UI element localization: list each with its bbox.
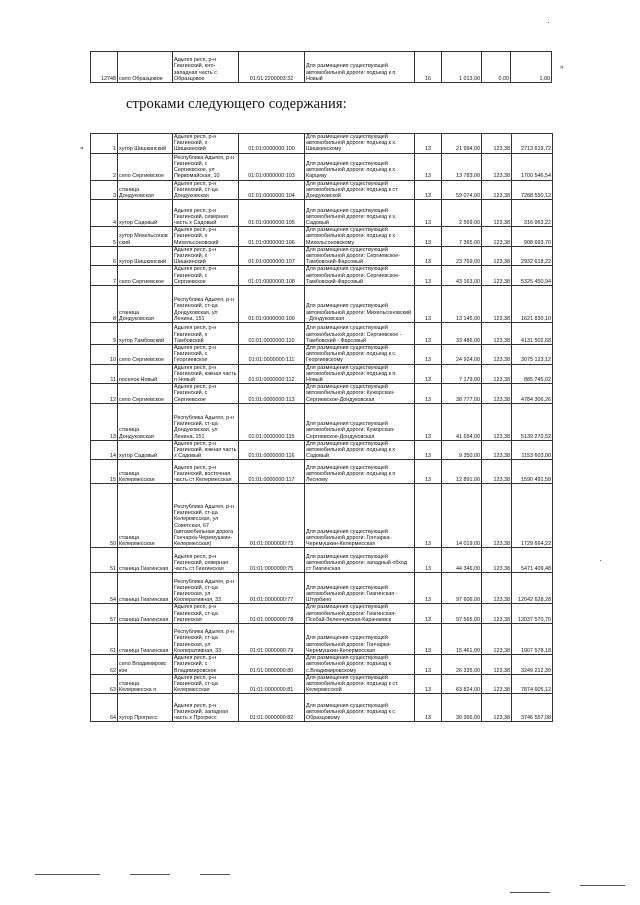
cell-rate: 123,38 xyxy=(482,403,512,440)
cell-cadastral-number: 01:01:0000000:106 xyxy=(239,227,305,247)
cell-settlement: хутор Тамбовский xyxy=(118,323,173,345)
cell-rate: 123,38 xyxy=(482,246,512,266)
cell-value: 12042 628,28 xyxy=(512,573,553,604)
cell-category: 13 xyxy=(415,384,442,404)
cell-address: Адыгея респ, р-н Гиагинский, х Шишкинский xyxy=(173,134,239,154)
cell-area: 12 891,00 xyxy=(442,460,482,484)
cell-settlement: станица Келермесская xyxy=(118,484,173,548)
cell-rate: 123,38 xyxy=(482,440,512,460)
table-row xyxy=(91,323,553,345)
table-row xyxy=(91,460,553,484)
cell-rate: 123,38 xyxy=(482,227,512,247)
cell-category: 13 xyxy=(415,655,442,675)
cell-category: 13 xyxy=(415,153,442,180)
cell-value: 316 963,22 xyxy=(512,200,553,227)
cell-category: 13 xyxy=(415,573,442,604)
cell-cadastral-number: 01:01:0000000:111 xyxy=(239,345,305,365)
cell-value: 7288 550,12 xyxy=(512,180,553,200)
cell-value: 1621 830,10 xyxy=(512,286,553,323)
cell-cadastral-number: 01:01:0000000:107 xyxy=(239,246,305,266)
cell-cadastral-number: 01:01:0000000:109 xyxy=(239,286,305,323)
cell-value: 1729 664,22 xyxy=(512,484,553,548)
cell-number: 12748 xyxy=(91,52,118,83)
cell-purpose: Для размещения существующей автомобильной дороги: подъезд к п. Новый xyxy=(305,364,415,384)
cell-settlement: село Образцовое xyxy=(118,52,173,83)
cell-rate: 123,38 xyxy=(482,200,512,227)
table-row xyxy=(91,624,553,655)
table-row xyxy=(91,440,553,460)
table-row xyxy=(91,604,553,624)
cell-area: 15 461,00 xyxy=(442,624,482,655)
cell-number: 7 xyxy=(91,266,118,286)
cell-cadastral-number: 01:01:0000000:110 xyxy=(239,323,305,345)
cell-purpose: Для размещения существующей автомобильной дороги: Кужорская-Сергиевское-Дондуковская xyxy=(305,384,415,404)
table-row xyxy=(91,266,553,286)
cell-rate: 123,38 xyxy=(482,286,512,323)
cell-number: 8 xyxy=(91,286,118,323)
cell-purpose: Для размещения существующей автомобильной дороги: Гончарка-Черемушкин-Келермесская xyxy=(305,484,415,548)
cell-area: 33 486,00 xyxy=(442,323,482,345)
cell-address: Адыгея респ, р-н Гиагинский, х Шишкинский xyxy=(173,246,239,266)
cell-purpose: Для размещения существующей автомобильной дороги: западный обход ст Гиагинская xyxy=(305,548,415,573)
cell-value: 1907 578,18 xyxy=(512,624,553,655)
cell-value: 1153 603,00 xyxy=(512,440,553,460)
cell-purpose: Для размещения существующей автомобильной дороги: Гиагинская - Штурбино xyxy=(305,573,415,604)
cell-settlement: хутор Садовый xyxy=(118,200,173,227)
land-plots-table xyxy=(90,133,553,722)
cell-address: Адыгея респ, р-н Гиагинский, восточная часть ст Келермесская xyxy=(173,460,239,484)
cell-area: 63 824,00 xyxy=(442,674,482,694)
cell-category: 16 xyxy=(415,52,442,83)
cell-settlement: хутор Шишкинский xyxy=(118,246,173,266)
cell-purpose: Для размещения существующей автомобильной дороги: подъезд к х. Шишкинскому xyxy=(305,134,415,154)
cell-value: 3075 123,12 xyxy=(512,345,553,365)
cell-purpose: Для размещения существующей автомобильной дороги: подъезд к ст. Келермесской xyxy=(305,674,415,694)
cell-number: 6 xyxy=(91,246,118,266)
cell-settlement: станица Гиагинская xyxy=(118,604,173,624)
cell-area: 44 346,00 xyxy=(442,548,482,573)
table-row xyxy=(91,694,553,722)
cell-category: 13 xyxy=(415,674,442,694)
cell-purpose: Для размещения существующей автомобильной дороги: Гиагинская-Псебай-Зеленчукская-Карачаевск xyxy=(305,604,415,624)
cell-area: 14 019,00 xyxy=(442,484,482,548)
cell-cadastral-number: 01:01:0000000:81 xyxy=(239,674,305,694)
closing-quote-mark: » xyxy=(560,63,564,71)
cell-area: 97 606,00 xyxy=(442,573,482,604)
cell-area: 7 365,00 xyxy=(442,227,482,247)
table-row xyxy=(91,286,553,323)
cell-purpose: Для размещения существующей автомобильной дороги: Кужорская-Сергиевское-Дондуковская xyxy=(305,403,415,440)
table-row xyxy=(91,573,553,604)
cell-rate: 0,00 xyxy=(482,52,511,83)
cell-category: 13 xyxy=(415,624,442,655)
cell-address: Адыгея респ, р-н Гиагинский, х Михельсоновский xyxy=(173,227,239,247)
cell-category: 13 xyxy=(415,604,442,624)
cell-address: Республика Адыгея, р-н Гиагинский, с Сергиевское, ул Первомайская, 10 xyxy=(173,153,239,180)
cell-purpose: Для размещения существующей автомобильной дороги: подъезд к п Лесному xyxy=(305,460,415,484)
cell-number: 12 xyxy=(91,384,118,404)
cell-settlement: станица Гиагинская xyxy=(118,624,173,655)
table-row xyxy=(91,246,553,266)
cell-purpose: Для размещения существующей автомобильной дороги: подъезд к с.Владимировскому xyxy=(305,655,415,675)
cell-rate: 123,38 xyxy=(482,655,512,675)
cell-address: Адыгея респ, р-н Гиагинский, северная часть ст Гиагинская xyxy=(173,548,239,573)
cell-value: 3249 212,30 xyxy=(512,655,553,675)
cell-address: Республика Адыгея, р-н Гиагинский, ст-ца Дондуковская, ул Ленина, 151 xyxy=(173,403,239,440)
cell-address: Адыгея респ, р-н Гиагинский, северная часть х Садовый xyxy=(173,200,239,227)
cell-settlement: село Сергиевское xyxy=(118,345,173,365)
cell-cadastral-number: 01:01:0000000:100 xyxy=(239,134,305,154)
cell-rate: 123,38 xyxy=(482,674,512,694)
cell-purpose: Для размещения существующей автомобильной дороги: подъезд к х Садовый xyxy=(305,440,415,460)
cell-cadastral-number: 01:01:0000000:73 xyxy=(239,484,305,548)
cell-cadastral-number: 01:01:0000000:78 xyxy=(239,604,305,624)
cell-number: 13 xyxy=(91,403,118,440)
cell-address: Республика Адыгея, р-н Гиагинский, ст-ца Гиагинская, ул Кооперативная, 33 xyxy=(173,573,239,604)
cell-value: 5471 409,48 xyxy=(512,548,553,573)
cell-settlement: хутор Шишкинский xyxy=(118,134,173,154)
cell-area: 26 335,00 xyxy=(442,655,482,675)
cell-cadastral-number: 01:01:0000000:79 xyxy=(239,624,305,655)
cell-cadastral-number: 01:01:0000000:112 xyxy=(239,364,305,384)
cell-rate: 123,38 xyxy=(482,180,512,200)
cell-category: 13 xyxy=(415,548,442,573)
cell-rate: 123,38 xyxy=(482,364,512,384)
cell-number: 11 xyxy=(91,364,118,384)
cell-value: 1590 491,58 xyxy=(512,460,553,484)
cell-area: 7 179,00 xyxy=(442,364,482,384)
cell-number: 14 xyxy=(91,440,118,460)
cell-settlement: станица Дондуковская xyxy=(118,286,173,323)
cell-purpose: Для размещения существующей автомобильной дороги: Сергиевское-Тамбовский-Фарсовый xyxy=(305,246,415,266)
cell-address: Адыгея респ, р-н Гиагинский, западная часть х Прогресс xyxy=(173,694,239,722)
cell-address: Республика Адыгея, р-н Гиагинский, ст-ца Гиагинская, ул Кооперативная, 33 xyxy=(173,624,239,655)
cell-number: 5 xyxy=(91,227,118,247)
cell-area: 2 569,00 xyxy=(442,200,482,227)
cell-value: 1,00 xyxy=(511,52,552,83)
cell-area: 13 783,00 xyxy=(442,153,482,180)
cell-address: Республика Адыгея, р-н Гиагинский, ст-ца Келермесская, ул Советская, 67 (автомобильная дорога Гончарка-Черемушкин-Келермесская) xyxy=(173,484,239,548)
cell-value: 1700 546,54 xyxy=(512,153,553,180)
cell-address: Адыгея респ, р-н Гиагинский, с Сергиевское xyxy=(173,266,239,286)
cell-category: 13 xyxy=(415,460,442,484)
cell-address: Республика Адыгея, р-н Гиагинский, ст-ца Дондуковская, ул Ленина, 151 xyxy=(173,286,239,323)
cell-rate: 123,38 xyxy=(482,604,512,624)
cell-area: 97 565,00 xyxy=(442,604,482,624)
cell-category: 13 xyxy=(415,200,442,227)
cell-value: 4131 502,68 xyxy=(512,323,553,345)
cell-rate: 123,38 xyxy=(482,134,512,154)
table-row xyxy=(91,52,552,83)
cell-number: 64 xyxy=(91,694,118,722)
cell-category: 13 xyxy=(415,227,442,247)
cell-value: 2932 618,22 xyxy=(512,246,553,266)
cell-value: 12037 570,70 xyxy=(512,604,553,624)
cell-cadastral-number: 01:01:0000000:103 xyxy=(239,153,305,180)
table-row xyxy=(91,484,553,548)
cell-purpose: Для размещения существующей автомобильной дороги: подъезд к ст Дондуковской xyxy=(305,180,415,200)
cell-settlement: село Сергиевское xyxy=(118,384,173,404)
cell-rate: 123,38 xyxy=(482,694,512,722)
cell-number: 10 xyxy=(91,345,118,365)
cell-settlement: поселок Новый xyxy=(118,364,173,384)
cell-value: 7874 605,12 xyxy=(512,674,553,694)
cell-area: 24 924,00 xyxy=(442,345,482,365)
cell-number: 9 xyxy=(91,323,118,345)
scan-artifact-line xyxy=(35,874,100,875)
cell-settlement: станица Дондуковская xyxy=(118,180,173,200)
section-phrase: строками следующего содержания: xyxy=(126,96,347,112)
cell-settlement: хутор Прогресс xyxy=(118,694,173,722)
scan-artifact-line xyxy=(130,874,170,875)
cell-rate: 123,38 xyxy=(482,573,512,604)
cell-purpose: Для размещения существующей автомобильной дороги: Гончарка-Черемушкин-Келермесская xyxy=(305,624,415,655)
cell-category: 13 xyxy=(415,246,442,266)
cell-address: Адыгея респ, р-н Гиагинский, ст-ца Дондуковская xyxy=(173,180,239,200)
cell-purpose: Для размещения существующей автомобильной дороги: подъезд к с Образцовому xyxy=(305,694,415,722)
cell-settlement: станица Келермесская xyxy=(118,460,173,484)
cell-value: 5139 270,52 xyxy=(512,403,553,440)
cell-address: Адыгея респ, р-н Гиагинский, ст-ца Келермесская xyxy=(173,674,239,694)
cell-purpose: Для размещения существующей автомобильной дороги: подъезд к х Михельсоновскому xyxy=(305,227,415,247)
scan-speck xyxy=(600,560,601,561)
cell-value: 885 745,02 xyxy=(512,364,553,384)
cell-settlement: село Сергиевское xyxy=(118,153,173,180)
cell-category: 13 xyxy=(415,345,442,365)
cell-category: 13 xyxy=(415,323,442,345)
cell-purpose: Для размещения существующей автомобильной дороги: подъезд к п. Новый xyxy=(305,52,415,83)
cell-number: 51 xyxy=(91,548,118,573)
cell-rate: 123,38 xyxy=(482,266,512,286)
cell-number: 4 xyxy=(91,200,118,227)
cell-address: Адыгея респ, р-н Гиагинский, ст-ца Гиагинская xyxy=(173,604,239,624)
cell-value: 908 693,70 xyxy=(512,227,553,247)
cell-value: 2713 619,72 xyxy=(512,134,553,154)
cell-area: 59 074,00 xyxy=(442,180,482,200)
cell-address: Адыгея респ, р-н Гиагинский, с Георгиевское xyxy=(173,345,239,365)
cell-area: 38 777,00 xyxy=(442,384,482,404)
previous-rows-table xyxy=(90,51,552,83)
cell-settlement: хутор Михельсонов ский xyxy=(118,227,173,247)
cell-cadastral-number: 01:01:0000000:115 xyxy=(239,403,305,440)
table-row xyxy=(91,134,553,154)
cell-rate: 123,38 xyxy=(482,384,512,404)
cell-number: 62 xyxy=(91,655,118,675)
cell-category: 13 xyxy=(415,694,442,722)
cell-value: 3746 557,08 xyxy=(512,694,553,722)
cell-purpose: Для размещения существующей автомобильной дороги: Сергиевское-Тамбовский-Фарсовый xyxy=(305,266,415,286)
cell-category: 13 xyxy=(415,266,442,286)
cell-address: Адыгея респ, р-н Гиагинский, с Владимировское xyxy=(173,655,239,675)
cell-area: 13 145,00 xyxy=(442,286,482,323)
cell-category: 13 xyxy=(415,134,442,154)
cell-address: Адыгея респ, р-н Гиагинский, х Тамбовский xyxy=(173,323,239,345)
cell-number: 50 xyxy=(91,484,118,548)
cell-rate: 123,38 xyxy=(482,153,512,180)
cell-settlement: село Сергиевское xyxy=(118,266,173,286)
cell-cadastral-number: 01:01:0000000:104 xyxy=(239,180,305,200)
scan-artifact-line xyxy=(510,892,550,893)
cell-purpose: Для размещения существующей автомобильной дороги: подъезд к х. Карцеву xyxy=(305,153,415,180)
table-row xyxy=(91,403,553,440)
table-row xyxy=(91,153,553,180)
cell-area: 21 994,00 xyxy=(442,134,482,154)
cell-settlement: хутор Садовый xyxy=(118,440,173,460)
table-row xyxy=(91,674,553,694)
table-row xyxy=(91,364,553,384)
cell-number: 15 xyxy=(91,460,118,484)
cell-address: Адыгея респ, р-н Гиагинский, юго-западная часть с Образцовое xyxy=(173,52,239,83)
cell-rate: 123,38 xyxy=(482,345,512,365)
cell-cadastral-number: 01:01:0000000:116 xyxy=(239,440,305,460)
cell-cadastral-number: 01:01:0000000:113 xyxy=(239,384,305,404)
table-row xyxy=(91,200,553,227)
cell-category: 13 xyxy=(415,403,442,440)
cell-value: 4784 306,26 xyxy=(512,384,553,404)
cell-purpose: Для размещения существующей автомобильной дороги: Михельсоновский - Дондуковская xyxy=(305,286,415,323)
cell-area: 30 366,00 xyxy=(442,694,482,722)
cell-area: 23 769,00 xyxy=(442,246,482,266)
cell-settlement: станица Гиагинская xyxy=(118,548,173,573)
table-row xyxy=(91,227,553,247)
table-row xyxy=(91,548,553,573)
table-row xyxy=(91,384,553,404)
cell-number: 3 xyxy=(91,180,118,200)
cell-number: 54 xyxy=(91,573,118,604)
cell-category: 13 xyxy=(415,286,442,323)
cell-cadastral-number: 01:01:0000000:108 xyxy=(239,266,305,286)
cell-rate: 123,38 xyxy=(482,548,512,573)
cell-rate: 123,38 xyxy=(482,323,512,345)
cell-number: 61 xyxy=(91,624,118,655)
cell-purpose: Для размещения существующей автомобильной дороги: подъезд к х. Садовый xyxy=(305,200,415,227)
cell-area: 9 350,00 xyxy=(442,440,482,460)
cell-cadastral-number: 01:01:2200003:32 xyxy=(239,52,305,83)
cell-category: 13 xyxy=(415,364,442,384)
cell-address: Адыгея респ, р-н Гиагинский, южная часть п Новый xyxy=(173,364,239,384)
cell-cadastral-number: 01:01:0000000:75 xyxy=(239,548,305,573)
cell-area: 43 163,00 xyxy=(442,266,482,286)
cell-cadastral-number: 01:01:0000000:117 xyxy=(239,460,305,484)
cell-address: Адыгея респ, р-н Гиагинский, с Сергиевское xyxy=(173,384,239,404)
cell-settlement: станица Дондуковская xyxy=(118,403,173,440)
cell-rate: 123,38 xyxy=(482,624,512,655)
cell-address: Адыгея респ, р-н Гиагинский, южная часть х Садовый xyxy=(173,440,239,460)
table-row xyxy=(91,180,553,200)
cell-settlement: станица Гиагинская xyxy=(118,573,173,604)
cell-number: 57 xyxy=(91,604,118,624)
opening-quote-mark: « xyxy=(80,144,84,152)
cell-category: 13 xyxy=(415,440,442,460)
table-row xyxy=(91,345,553,365)
cell-rate: 123,38 xyxy=(482,484,512,548)
cell-category: 13 xyxy=(415,484,442,548)
scan-speck xyxy=(548,22,549,23)
cell-area: 41 654,00 xyxy=(442,403,482,440)
cell-number: 1 xyxy=(91,134,118,154)
cell-cadastral-number: 01:01:0000000:105 xyxy=(239,200,305,227)
cell-area: 1 013,00 xyxy=(442,52,482,83)
scan-artifact-line xyxy=(580,885,625,886)
cell-purpose: Для размещения существующей автомобильной дороги: подъезд к с. Георгиевскому xyxy=(305,345,415,365)
cell-cadastral-number: 01:01:0000000:82 xyxy=(239,694,305,722)
cell-cadastral-number: 01:01:0000000:77 xyxy=(239,573,305,604)
cell-settlement: станица Келермесска я xyxy=(118,674,173,694)
cell-settlement: село Владимировс кое xyxy=(118,655,173,675)
cell-number: 2 xyxy=(91,153,118,180)
cell-category: 13 xyxy=(415,180,442,200)
cell-value: 5325 450,94 xyxy=(512,266,553,286)
scan-artifact-line xyxy=(200,874,230,875)
cell-number: 63 xyxy=(91,674,118,694)
table-row xyxy=(91,655,553,675)
cell-cadastral-number: 01:01:0000000:80 xyxy=(239,655,305,675)
cell-purpose: Для размещения существующей автомобильной дороги: Сергиевское - Тамбовский - Фарсовый xyxy=(305,323,415,345)
cell-rate: 123,38 xyxy=(482,460,512,484)
